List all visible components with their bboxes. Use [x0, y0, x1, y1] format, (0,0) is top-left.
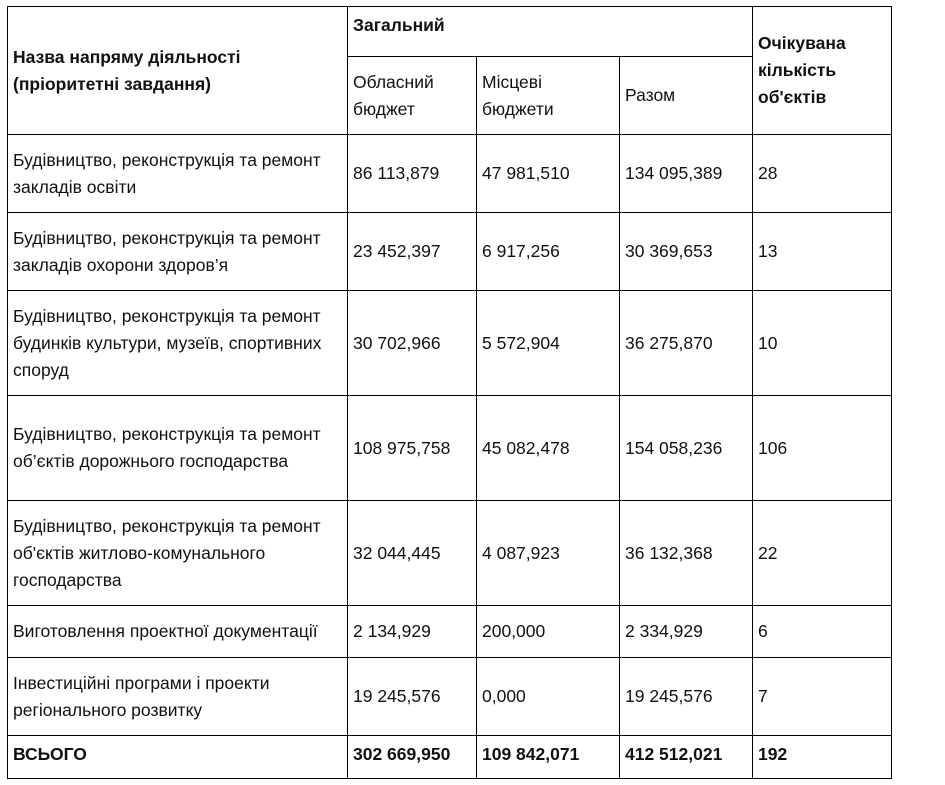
header-expected-count: Очікувана кількість об'єктів — [753, 7, 892, 135]
row-name: Будівництво, реконструкція та ремонт будинків культури, музеїв, спортивних споруд — [8, 291, 348, 396]
row-count: 6 — [753, 606, 892, 658]
row-count: 13 — [753, 213, 892, 291]
table-row — [8, 396, 892, 501]
row-name: Будівництво, реконструкція та ремонт закладів освіти — [8, 135, 348, 213]
row-regional: 30 702,966 — [348, 291, 477, 396]
row-local: 45 082,478 — [477, 396, 620, 501]
row-total: 36 132,368 — [620, 501, 753, 606]
table-row — [8, 606, 892, 658]
row-total: 154 058,236 — [620, 396, 753, 501]
row-count: 28 — [753, 135, 892, 213]
row-name: Будівництво, реконструкція та ремонт об’єктів дорожнього господарства — [8, 396, 348, 501]
row-total: 2 334,929 — [620, 606, 753, 658]
row-local: 47 981,510 — [477, 135, 620, 213]
row-name: Будівництво, реконструкція та ремонт об'єктів житлово-комунального господарства — [8, 501, 348, 606]
row-regional: 19 245,576 — [348, 658, 477, 736]
header-total-group: Загальний — [348, 7, 753, 57]
row-regional: 32 044,445 — [348, 501, 477, 606]
row-local: 4 087,923 — [477, 501, 620, 606]
row-local: 5 572,904 — [477, 291, 620, 396]
row-total: 19 245,576 — [620, 658, 753, 736]
row-count: 106 — [753, 396, 892, 501]
row-local: 6 917,256 — [477, 213, 620, 291]
row-local: 0,000 — [477, 658, 620, 736]
header-direction: Назва напряму діяльності (пріоритетні завдання) — [8, 7, 348, 135]
row-regional: 86 113,879 — [348, 135, 477, 213]
header-row-top — [8, 7, 892, 57]
total-local: 109 842,071 — [477, 736, 620, 779]
row-local: 200,000 — [477, 606, 620, 658]
total-row — [8, 736, 892, 779]
row-count: 10 — [753, 291, 892, 396]
table-row — [8, 658, 892, 736]
row-name: Інвестиційні програми і проекти регіонального розвитку — [8, 658, 348, 736]
row-total: 30 369,653 — [620, 213, 753, 291]
total-sum: 412 512,021 — [620, 736, 753, 779]
table-row — [8, 501, 892, 606]
row-regional: 23 452,397 — [348, 213, 477, 291]
budget-table — [7, 6, 892, 779]
header-local-budgets: Місцеві бюджети — [477, 57, 620, 135]
header-regional-budget: Обласний бюджет — [348, 57, 477, 135]
row-name: Будівництво, реконструкція та ремонт закладів охорони здоров’я — [8, 213, 348, 291]
row-regional: 2 134,929 — [348, 606, 477, 658]
row-total: 36 275,870 — [620, 291, 753, 396]
row-count: 22 — [753, 501, 892, 606]
table-row — [8, 135, 892, 213]
row-total: 134 095,389 — [620, 135, 753, 213]
row-name: Виготовлення проектної документації — [8, 606, 348, 658]
header-sum: Разом — [620, 57, 753, 135]
total-regional: 302 669,950 — [348, 736, 477, 779]
row-count: 7 — [753, 658, 892, 736]
total-label: ВСЬОГО — [8, 736, 348, 779]
row-regional: 108 975,758 — [348, 396, 477, 501]
table-row — [8, 213, 892, 291]
table-row — [8, 291, 892, 396]
total-count: 192 — [753, 736, 892, 779]
